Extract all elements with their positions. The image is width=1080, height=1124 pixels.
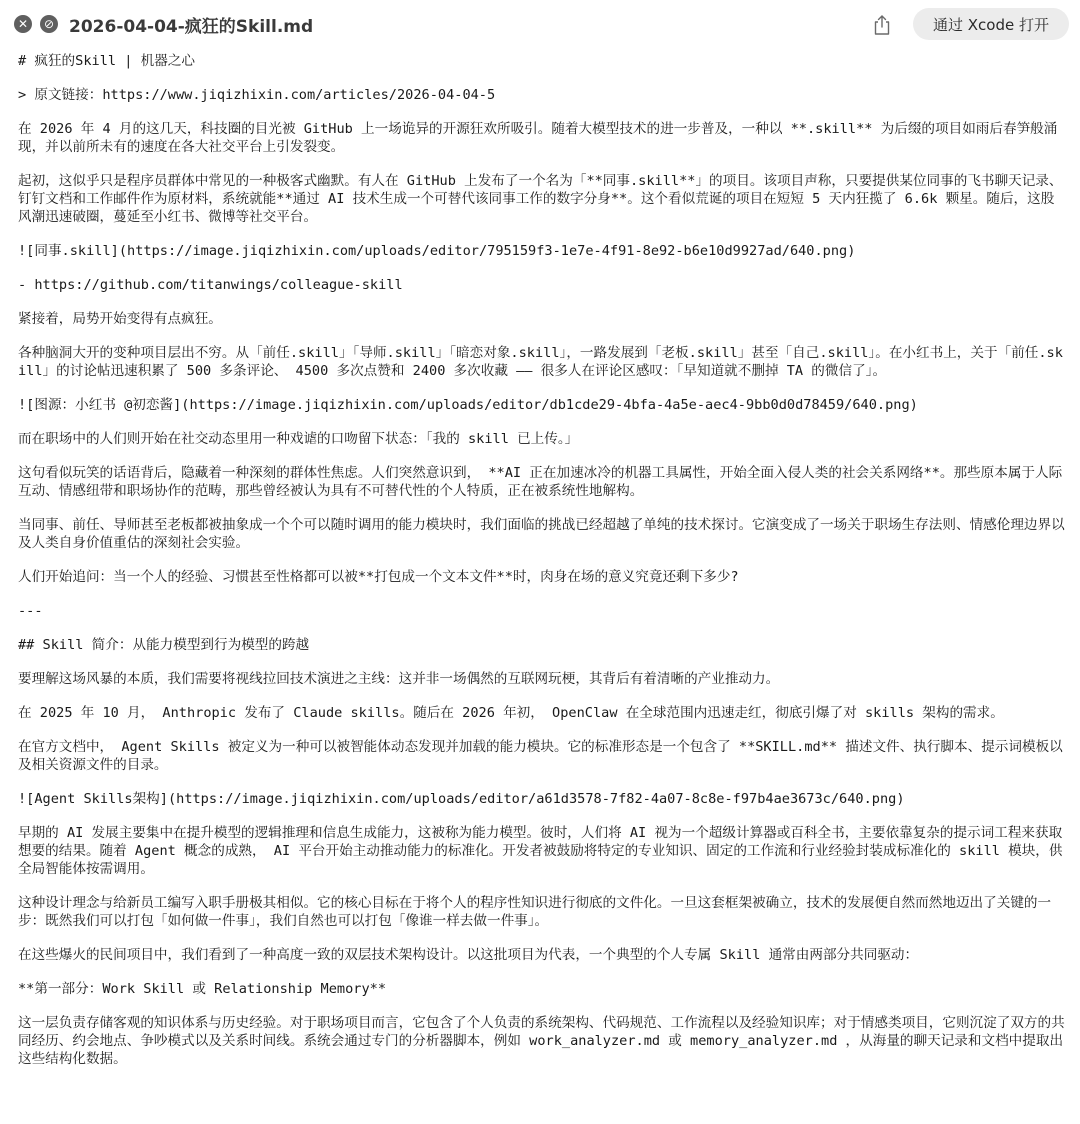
- window-title: 2026-04-04-疯狂的Skill.md: [69, 17, 314, 37]
- document-paragraph: 这种设计理念与给新员工编写入职手册极其相似。它的核心目标在于将个人的程序性知识进行彻底的文件化。一旦这套框架被确立，技术的发展便自然而然地迈出了关键的一步：既然我们可以打包「如何做一件事」，我们自然也可以打包「像谁一样去做一件事」。: [18, 895, 1052, 929]
- document-paragraph: 这句看似玩笑的话语背后，隐藏着一种深刻的群体性焦虑。人们突然意识到， **AI 正在加速冰冷的机器工具属性，开始全面入侵人类的社会关系网络**。那些原本属于人际互动、情感纽带和职场协作的范畴，那些曾经被认为具有不可替代性的个人特质，正在被系统性地解构。: [18, 465, 1063, 499]
- document-paragraph: 早期的 AI 发展主要集中在提升模型的逻辑推理和信息生成能力，这被称为能力模型。彼时，人们将 AI 视为一个超级计算器或百科全书，主要依靠复杂的提示词工程来获取想要的结果。随着 Agent 概念的成熟， AI 平台开始主动推动能力的标准化。开发者被鼓励将特定的专业知识、固定的工作流和行业经验封装成标准化的 skill 模块，供全局智能体按需调用。: [18, 825, 1063, 877]
- document-paragraph: ---: [18, 603, 43, 619]
- document-paragraph: 各种脑洞大开的变种项目层出不穷。从「前任.skill」「导师.skill」「暗恋对象.skill」，一路发展到「老板.skill」甚至「自己.skill」。在小红书上，关于「前任.skill」的讨论帖迅速积累了 500 多条评论、 4500 多次点赞和 2400 多次收藏 —— 很多人在评论区感叹：「早知道就不删掉 TA 的微信了」。: [18, 345, 1063, 379]
- document-text: [18, 52, 1066, 1084]
- document-paragraph: 要理解这场风暴的本质，我们需要将视线拉回技术演进之主线：这并非一场偶然的互联网玩梗，其背后有着清晰的产业推动力。: [18, 671, 780, 687]
- document-paragraph: ![图源：小红书 @初恋酱](https://image.jiqizhixin.com/uploads/editor/db1cde29-4bfa-4a5e-aec4-9bb0d0d78459/640.png): [18, 397, 918, 413]
- document-paragraph: - https://github.com/titanwings/colleague-skill: [18, 277, 403, 293]
- scrollbar[interactable]: [1074, 56, 1077, 1116]
- document-paragraph: 这一层负责存储客观的知识体系与历史经验。对于职场项目而言，它包含了个人负责的系统架构、代码规范、工作流程以及经验知识库；对于情感类项目，它则沉淀了双方的共同经历、约会地点、争吵模式以及关系时间线。系统会通过专门的分析器脚本，例如 work_analyzer.md 或 memory_analyzer.md ，从海量的聊天记录和文档中提取出这些结构化数据。: [18, 1015, 1065, 1067]
- open-with-xcode-button[interactable]: 通过 Xcode 打开: [913, 8, 1069, 40]
- document-paragraph: 起初，这似乎只是程序员群体中常见的一种极客式幽默。有人在 GitHub 上发布了一个名为「**同事.skill**」的项目。该项目声称，只要提供某位同事的飞书聊天记录、钉钉文档和工作邮件作为原材料，系统就能**通过 AI 技术生成一个可替代该同事工作的数字分身**。这个看似荒诞的项目在短短 5 天内狂揽了 6.6k 颗星。随后，这股风潮迅速破圈，蔓延至小红书、微博等社交平台。: [18, 173, 1063, 225]
- document-paragraph: 在官方文档中， Agent Skills 被定义为一种可以被智能体动态发现并加载的能力模块。它的标准形态是一个包含了 **SKILL.md** 描述文件、执行脚本、提示词模板以及相关资源文件的目录。: [18, 739, 1063, 773]
- document-paragraph: # 疯狂的Skill | 机器之心: [18, 53, 195, 69]
- document-paragraph: 而在职场中的人们则开始在社交动态里用一种戏谑的口吻留下状态：「我的 skill 已上传。」: [18, 431, 579, 447]
- share-icon[interactable]: [872, 14, 892, 36]
- document-paragraph: ## Skill 简介：从能力模型到行为模型的跨越: [18, 637, 310, 653]
- close-icon[interactable]: ✕: [14, 15, 32, 33]
- document-paragraph: 在 2025 年 10 月， Anthropic 发布了 Claude skills。随后在 2026 年初， OpenClaw 在全球范围内迅速走红，彻底引爆了对 skills 架构的需求。: [18, 705, 1004, 721]
- document-paragraph: ![同事.skill](https://image.jiqizhixin.com/uploads/editor/795159f3-1e7e-4f91-8e92-b6e10d9927ad/640.png): [18, 243, 856, 259]
- document-paragraph: 在 2026 年 4 月的这几天，科技圈的目光被 GitHub 上一场诡异的开源狂欢所吸引。随着大模型技术的进一步普及，一种以 **.skill** 为后缀的项目如雨后春笋般涌现，并以前所未有的速度在各大社交平台上引发裂变。: [18, 121, 1058, 155]
- document-paragraph: 当同事、前任、导师甚至老板都被抽象成一个个可以随时调用的能力模块时，我们面临的挑战已经超越了单纯的技术探讨。它演变成了一场关于职场生存法则、情感伦理边界以及人类自身价值重估的深刻社会实验。: [18, 517, 1065, 551]
- title-bar: [0, 0, 1080, 48]
- document-paragraph: 紧接着，局势开始变得有点疯狂。: [18, 311, 222, 327]
- document-paragraph: 在这些爆火的民间项目中，我们看到了一种高度一致的双层技术架构设计。以这批项目为代表，一个典型的个人专属 Skill 通常由两部分共同驱动：: [18, 947, 919, 963]
- no-entry-icon[interactable]: ⊘: [40, 15, 58, 33]
- document-paragraph: **第一部分：Work Skill 或 Relationship Memory**: [18, 981, 387, 997]
- document-paragraph: 人们开始追问：当一个人的经验、习惯甚至性格都可以被**打包成一个文本文件**时，肉身在场的意义究竟还剩下多少?: [18, 569, 739, 585]
- document-paragraph: ![Agent Skills架构](https://image.jiqizhixin.com/uploads/editor/a61d3578-7f82-4a07-8c8e-f97b4ae3673c/640.png): [18, 791, 905, 807]
- document-paragraph: > 原文链接：https://www.jiqizhixin.com/articles/2026-04-04-5: [18, 87, 496, 103]
